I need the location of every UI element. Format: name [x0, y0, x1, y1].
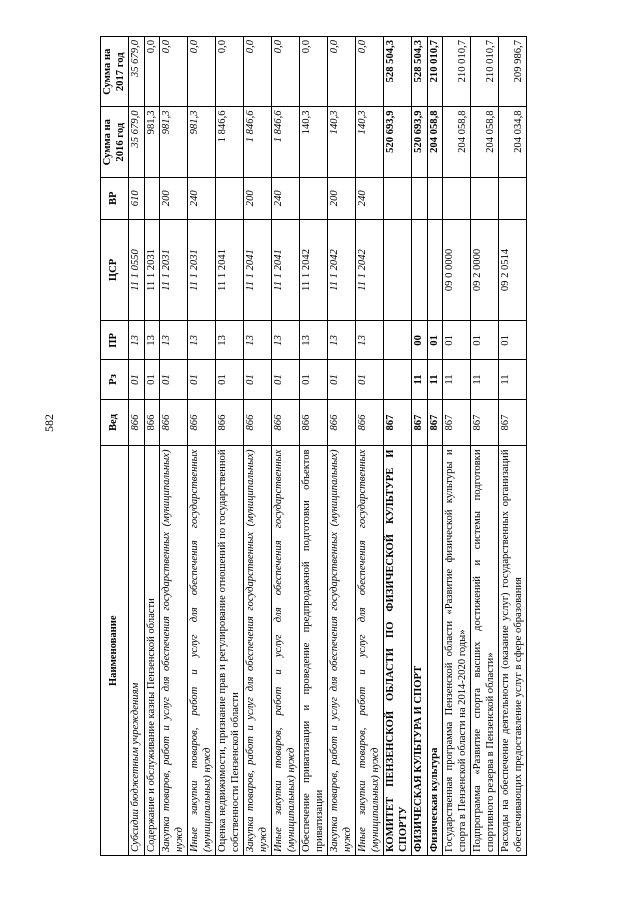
- ved-cell: 866: [160, 399, 188, 446]
- rz-cell: 11: [427, 360, 443, 399]
- ved-cell: 866: [272, 399, 300, 446]
- header-rz: Рз: [101, 360, 129, 399]
- page-number: 582: [42, 414, 56, 432]
- sum-2017-cell: 0,0: [272, 37, 300, 107]
- table-row: [427, 37, 443, 856]
- name-cell: Государственная программа Пензенской области «Развитие физической культуры и спорта в Пензенской области на 2014-2020 годы»: [443, 446, 471, 856]
- ved-cell: 867: [499, 399, 527, 446]
- sum-2016-cell: 204 058,8: [471, 107, 499, 177]
- pr-cell: 01: [471, 321, 499, 360]
- sum-2017-cell: 0,0: [244, 37, 272, 107]
- sum-2017-cell: 0,0: [356, 37, 384, 107]
- sum-2016-cell: 140,3: [300, 107, 328, 177]
- sum-2017-cell: 0,0: [216, 37, 244, 107]
- vr-cell: 200: [328, 177, 356, 219]
- rz-cell: 01: [328, 360, 356, 399]
- rz-cell: 01: [300, 360, 328, 399]
- budget-table: [100, 36, 527, 856]
- vr-cell: 240: [188, 177, 216, 219]
- vr-cell: [384, 177, 412, 219]
- table-row: [412, 37, 428, 856]
- ved-cell: 866: [356, 399, 384, 446]
- csr-cell: 11 1 2041: [216, 219, 244, 321]
- name-cell: Физическая культура: [427, 446, 443, 856]
- pr-cell: 13: [272, 321, 300, 360]
- table-row: [244, 37, 272, 856]
- table-row: [443, 37, 471, 856]
- sum-2017-cell: 0,0: [160, 37, 188, 107]
- csr-cell: [412, 219, 428, 321]
- csr-cell: 11 1 2042: [300, 219, 328, 321]
- name-cell: Иные закупки товаров, работ и услуг для обеспечения государственных (муниципальных) нужд: [356, 446, 384, 856]
- table-row: [272, 37, 300, 856]
- sum-2017-cell: 210 010,7: [471, 37, 499, 107]
- pr-cell: 13: [188, 321, 216, 360]
- csr-cell: 11 1 2031: [160, 219, 188, 321]
- table-row: [129, 37, 145, 856]
- csr-cell: 11 1 2031: [188, 219, 216, 321]
- csr-cell: 11 1 0550: [129, 219, 145, 321]
- table-header-row: [101, 37, 129, 856]
- vr-cell: [427, 177, 443, 219]
- header-sum-2016: Сумма на 2016 год: [101, 107, 129, 177]
- vr-cell: 240: [356, 177, 384, 219]
- pr-cell: 13: [244, 321, 272, 360]
- header-sum-2017: Сумма на 2017 год: [101, 37, 129, 107]
- sum-2016-cell: 204 058,8: [443, 107, 471, 177]
- vr-cell: [412, 177, 428, 219]
- rz-cell: 01: [244, 360, 272, 399]
- table-row: [300, 37, 328, 856]
- sum-2017-cell: 528 504,3: [412, 37, 428, 107]
- sum-2017-cell: 0,0: [144, 37, 160, 107]
- sum-2016-cell: 35 679,0: [129, 107, 145, 177]
- name-cell: Закупка товаров, работ и услуг для обеспечения государственных (муниципальных) нужд: [328, 446, 356, 856]
- name-cell: Расходы на обеспечение деятельности (оказание услуг) государственных организаций обеспечивающих предоставление услуг в сфере образования: [499, 446, 527, 856]
- csr-cell: 11 1 2042: [356, 219, 384, 321]
- name-cell: Подпрограмма «Развитие спорта высших достижений и системы подготовки спортивного резерва в Пензенской области»: [471, 446, 499, 856]
- vr-cell: [300, 177, 328, 219]
- vr-cell: 610: [129, 177, 145, 219]
- ved-cell: 866: [244, 399, 272, 446]
- rz-cell: 01: [129, 360, 145, 399]
- ved-cell: 866: [129, 399, 145, 446]
- ved-cell: 866: [300, 399, 328, 446]
- vr-cell: [144, 177, 160, 219]
- name-cell: ФИЗИЧЕСКАЯ КУЛЬТУРА И СПОРТ: [412, 446, 428, 856]
- rz-cell: 11: [443, 360, 471, 399]
- sum-2016-cell: 1 846,6: [244, 107, 272, 177]
- table-row: [160, 37, 188, 856]
- sum-2016-cell: 204 058,8: [427, 107, 443, 177]
- sum-2016-cell: 140,3: [328, 107, 356, 177]
- csr-cell: 09 0 0000: [443, 219, 471, 321]
- pr-cell: 13: [328, 321, 356, 360]
- name-cell: Оценка недвижимости, признание прав и регулирование отношений по государственной собственности Пензенской области: [216, 446, 244, 856]
- vr-cell: [471, 177, 499, 219]
- sum-2016-cell: 981,3: [188, 107, 216, 177]
- table-row: [471, 37, 499, 856]
- name-cell: Закупка товаров, работ и услуг для обеспечения государственных (муниципальных) нужд: [244, 446, 272, 856]
- table-row: [499, 37, 527, 856]
- pr-cell: 13: [356, 321, 384, 360]
- sum-2017-cell: 0,0: [188, 37, 216, 107]
- csr-cell: 11 1 2041: [272, 219, 300, 321]
- pr-cell: 01: [427, 321, 443, 360]
- pr-cell: 00: [412, 321, 428, 360]
- pr-cell: 13: [216, 321, 244, 360]
- pr-cell: 01: [499, 321, 527, 360]
- rz-cell: 01: [356, 360, 384, 399]
- name-cell: Иные закупки товаров, работ и услуг для обеспечения государственных (муниципальных) нужд: [272, 446, 300, 856]
- rz-cell: 01: [216, 360, 244, 399]
- sum-2017-cell: 0,0: [328, 37, 356, 107]
- sum-2017-cell: 210 010,7: [443, 37, 471, 107]
- pr-cell: 13: [144, 321, 160, 360]
- name-cell: Обеспечение приватизации и проведение предпродажной подготовки объектов приватизации: [300, 446, 328, 856]
- rotated-table-wrapper: [100, 36, 552, 856]
- ved-cell: 867: [443, 399, 471, 446]
- sum-2016-cell: 1 846,6: [272, 107, 300, 177]
- sum-2016-cell: 981,3: [160, 107, 188, 177]
- rz-cell: 01: [160, 360, 188, 399]
- header-name: Наименование: [101, 446, 129, 856]
- header-ved: Вед: [101, 399, 129, 446]
- ved-cell: 867: [384, 399, 412, 446]
- sum-2016-cell: 520 693,9: [412, 107, 428, 177]
- ved-cell: 866: [188, 399, 216, 446]
- table-body: [129, 37, 527, 856]
- name-cell: Закупка товаров, работ и услуг для обеспечения государственных (муниципальных) нужд: [160, 446, 188, 856]
- csr-cell: 09 2 0514: [499, 219, 527, 321]
- pr-cell: 13: [300, 321, 328, 360]
- sum-2016-cell: 1 846,6: [216, 107, 244, 177]
- sum-2017-cell: 210 010,7: [427, 37, 443, 107]
- sum-2016-cell: 140,3: [356, 107, 384, 177]
- csr-cell: 11 1 2042: [328, 219, 356, 321]
- sum-2017-cell: 35 679,0: [129, 37, 145, 107]
- table-row: [356, 37, 384, 856]
- ved-cell: 867: [412, 399, 428, 446]
- rz-cell: 01: [188, 360, 216, 399]
- sum-2017-cell: 0,0: [300, 37, 328, 107]
- table-row: [216, 37, 244, 856]
- pr-cell: [384, 321, 412, 360]
- vr-cell: 240: [272, 177, 300, 219]
- name-cell: Субсидии бюджетным учреждениям: [129, 446, 145, 856]
- vr-cell: 200: [160, 177, 188, 219]
- csr-cell: [384, 219, 412, 321]
- table-row: [328, 37, 356, 856]
- pr-cell: 01: [443, 321, 471, 360]
- sum-2016-cell: 981,3: [144, 107, 160, 177]
- csr-cell: 11 1 2031: [144, 219, 160, 321]
- rz-cell: 01: [144, 360, 160, 399]
- header-pr: ПР: [101, 321, 129, 360]
- rz-cell: 11: [499, 360, 527, 399]
- vr-cell: [443, 177, 471, 219]
- name-cell: КОМИТЕТ ПЕНЗЕНСКОЙ ОБЛАСТИ ПО ФИЗИЧЕСКОЙ КУЛЬТУРЕ И СПОРТУ: [384, 446, 412, 856]
- ved-cell: 866: [216, 399, 244, 446]
- name-cell: Содержание и обслуживание казны Пензенской области: [144, 446, 160, 856]
- table-row: [384, 37, 412, 856]
- ved-cell: 866: [328, 399, 356, 446]
- vr-cell: [216, 177, 244, 219]
- ved-cell: 867: [471, 399, 499, 446]
- ved-cell: 867: [427, 399, 443, 446]
- sum-2016-cell: 520 693,9: [384, 107, 412, 177]
- sum-2017-cell: 528 504,3: [384, 37, 412, 107]
- rz-cell: 01: [272, 360, 300, 399]
- vr-cell: [499, 177, 527, 219]
- rz-cell: 11: [412, 360, 428, 399]
- rz-cell: 11: [471, 360, 499, 399]
- sum-2017-cell: 209 986,7: [499, 37, 527, 107]
- csr-cell: [427, 219, 443, 321]
- header-csr: ЦСР: [101, 219, 129, 321]
- name-cell: Иные закупки товаров, работ и услуг для обеспечения государственных (муниципальных) нужд: [188, 446, 216, 856]
- ved-cell: 866: [144, 399, 160, 446]
- table-row: [144, 37, 160, 856]
- sum-2016-cell: 204 034,8: [499, 107, 527, 177]
- pr-cell: 13: [160, 321, 188, 360]
- header-vr: ВР: [101, 177, 129, 219]
- csr-cell: 09 2 0000: [471, 219, 499, 321]
- pr-cell: 13: [129, 321, 145, 360]
- vr-cell: 200: [244, 177, 272, 219]
- rz-cell: [384, 360, 412, 399]
- csr-cell: 11 1 2041: [244, 219, 272, 321]
- table-row: [188, 37, 216, 856]
